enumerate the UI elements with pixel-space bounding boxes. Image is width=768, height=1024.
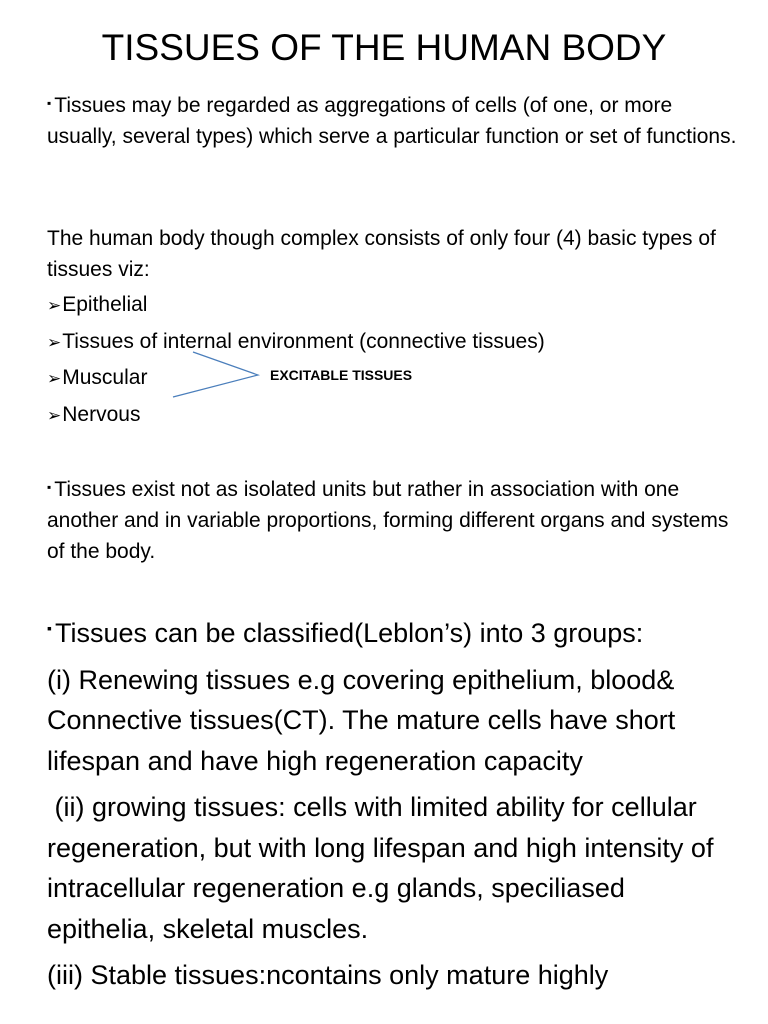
arrow-bullet-icon: ➢: [47, 296, 62, 315]
group-growing: (ii) growing tissues: cells with limited ability for cellular regeneration, but with long lifespan and high intensity of intracellular regeneration e.g glands, speciliased epithelia, skeletal muscles.: [47, 792, 721, 944]
list-item-connective: ➢Tissues of internal environment (connective tissues): [47, 329, 545, 356]
square-bullet-icon: ▪: [47, 620, 52, 636]
association-paragraph: [47, 472, 747, 567]
square-bullet-icon: ▪: [47, 96, 52, 110]
arrow-bullet-icon: ➢: [47, 369, 62, 388]
list-item-nervous: ➢Nervous: [47, 402, 140, 429]
list-item-epithelial: ➢Epithelial: [47, 292, 147, 319]
classification-heading: ▪ Tissues can be classified(Leblon’s) into 3 groups:: [47, 608, 737, 654]
list-item-muscular: ➢Muscular: [47, 365, 147, 392]
arrow-bullet-icon: ➢: [47, 406, 62, 425]
group-stable: (iii) Stable tissues:ncontains only mature highly: [47, 960, 609, 990]
bracket-line: [173, 352, 258, 397]
excitable-tissues-label: EXCITABLE TISSUES: [270, 367, 413, 383]
arrow-bullet-icon: ➢: [47, 333, 62, 352]
classification-section: [47, 608, 737, 996]
group-renewing: (i) Renewing tissues e.g covering epithelium, blood& Connective tissues(CT). The mature cells have short lifespan and have high regeneration capacity: [47, 664, 683, 776]
square-bullet-icon: ▪: [47, 480, 52, 494]
page-title: TISSUES OF THE HUMAN BODY: [101, 27, 667, 68]
intro-text: Tissues may be regarded as aggregations of cells (of one, or more usually, several types) which serve a particular function or set of functions.: [47, 94, 737, 148]
basic-types-lead: The human body though complex consists of only four (4) basic types of tissues viz:: [47, 227, 716, 281]
association-text: Tissues exist not as isolated units but rather in association with one another and in variable proportions, forming different organs and systems of the body.: [47, 478, 729, 563]
